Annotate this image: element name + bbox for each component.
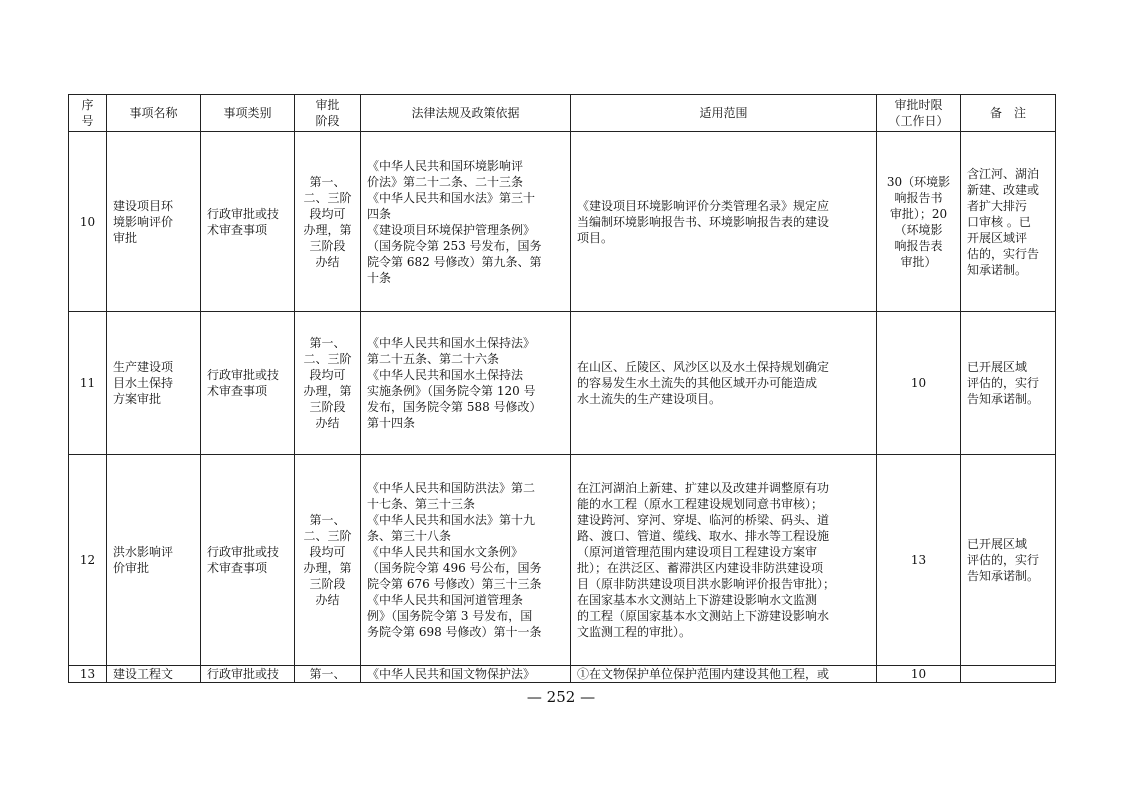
- row-note: 含江河、湖泊 新建、改建或 者扩大排污 口审核 。已 开展区域评 估的，实行告 知承诺制。: [961, 132, 1056, 312]
- header-scope: 适用范围: [571, 95, 877, 132]
- table-row: [69, 312, 1056, 455]
- row-scope: 在江河湖泊上新建、扩建以及改建并调整原有功 能的水工程（原水工程建设规划同意书审核）； 建设跨河、穿河、穿堤、临河的桥梁、码头、道 路、渡口、管道、缆线、取水、排水等工程设施 （原河道管理范围内建设项目工程建设方案审 批）；在洪泛区、蓄滞洪区内建设非防洪建设项 目（原非防洪建设项目洪水影响评价报告审批）； 在国家基本水文测站上下游建设影响水文监测 的工程（原国家基本水文测站上下游建设影响水 文监测工程的审批）。: [571, 455, 877, 666]
- row-scope: 在山区、丘陵区、风沙区以及水土保持规划确定 的容易发生水土流失的其他区域开办可能造成 水土流失的生产建设项目。: [571, 312, 877, 455]
- row-name: 洪水影响评 价审批: [107, 455, 201, 666]
- approval-items-table: [68, 94, 1056, 683]
- header-note: 备 注: [961, 95, 1056, 132]
- row-limit: 30（环境影 响报告书 审批）；20 （环境影 响报告表 审批）: [877, 132, 961, 312]
- page-number: — 252 —: [526, 688, 596, 706]
- row-type: 行政审批或技 术审查事项: [201, 132, 295, 312]
- row-name: 生产建设项 目水土保持 方案审批: [107, 312, 201, 455]
- row-note: 已开展区域 评估的，实行 告知承诺制。: [961, 312, 1056, 455]
- row-basis: 《中华人民共和国水土保持法》 第二十五条、第二十六条 《中华人民共和国水土保持法 实施条例》（国务院令第 120 号 发布，国务院令第 588 号修改） 第十四条: [361, 312, 571, 455]
- row-scope: 《建设项目环境影响评价分类管理名录》规定应 当编制环境影响报告书、环境影响报告表的建设 项目。: [571, 132, 877, 312]
- row-stage: 第一、 二、三阶 段均可 办理，第 三阶段 办结: [295, 455, 361, 666]
- row-type: 行政审批或技 术审查事项: [201, 312, 295, 455]
- header-limit: 审批时限 （工作日）: [877, 95, 961, 132]
- header-seq: 序 号: [69, 95, 107, 132]
- table-row: [69, 132, 1056, 312]
- row-basis: 《中华人民共和国环境影响评 价法》第二十二条、二十三条 《中华人民共和国水法》第三十 四条 《建设项目环境保护管理条例》 （国务院令第 253 号发布，国务 院令第 682 号修改）第九条、第 十条: [361, 132, 571, 312]
- row-type: 行政审批或技 术审查事项: [201, 455, 295, 666]
- header-stage: 审批 阶段: [295, 95, 361, 132]
- row-seq: 10: [69, 132, 107, 312]
- row-limit: 13: [877, 455, 961, 666]
- header-basis: 法律法规及政策依据: [361, 95, 571, 132]
- row-seq: 13: [69, 666, 107, 683]
- table-row: [69, 666, 1056, 683]
- row-limit: 10: [877, 666, 961, 683]
- row-note: 已开展区域 评估的，实行 告知承诺制。: [961, 455, 1056, 666]
- row-name: 建设工程文: [107, 666, 201, 683]
- row-name: 建设项目环 境影响评价 审批: [107, 132, 201, 312]
- row-limit: 10: [877, 312, 961, 455]
- row-note: [961, 666, 1056, 683]
- row-seq: 11: [69, 312, 107, 455]
- row-type: 行政审批或技: [201, 666, 295, 683]
- table-header-row: [69, 95, 1056, 132]
- row-stage: 第一、: [295, 666, 361, 683]
- row-scope: ①在文物保护单位保护范围内建设其他工程，或: [571, 666, 877, 683]
- row-stage: 第一、 二、三阶 段均可 办理，第 三阶段 办结: [295, 312, 361, 455]
- row-basis: 《中华人民共和国防洪法》第二 十七条、第三十三条 《中华人民共和国水法》第十九 条、第三十八条 《中华人民共和国水文条例》 （国务院令第 496 号公布，国务 院令第 676 号修改）第三十三条 《中华人民共和国河道管理条 例》（国务院令第 3 号发布，国 务院令第 698 号修改）第十一条: [361, 455, 571, 666]
- row-basis: 《中华人民共和国文物保护法》: [361, 666, 571, 683]
- header-type: 事项类别: [201, 95, 295, 132]
- row-seq: 12: [69, 455, 107, 666]
- header-name: 事项名称: [107, 95, 201, 132]
- table-row: [69, 455, 1056, 666]
- row-stage: 第一、 二、三阶 段均可 办理，第 三阶段 办结: [295, 132, 361, 312]
